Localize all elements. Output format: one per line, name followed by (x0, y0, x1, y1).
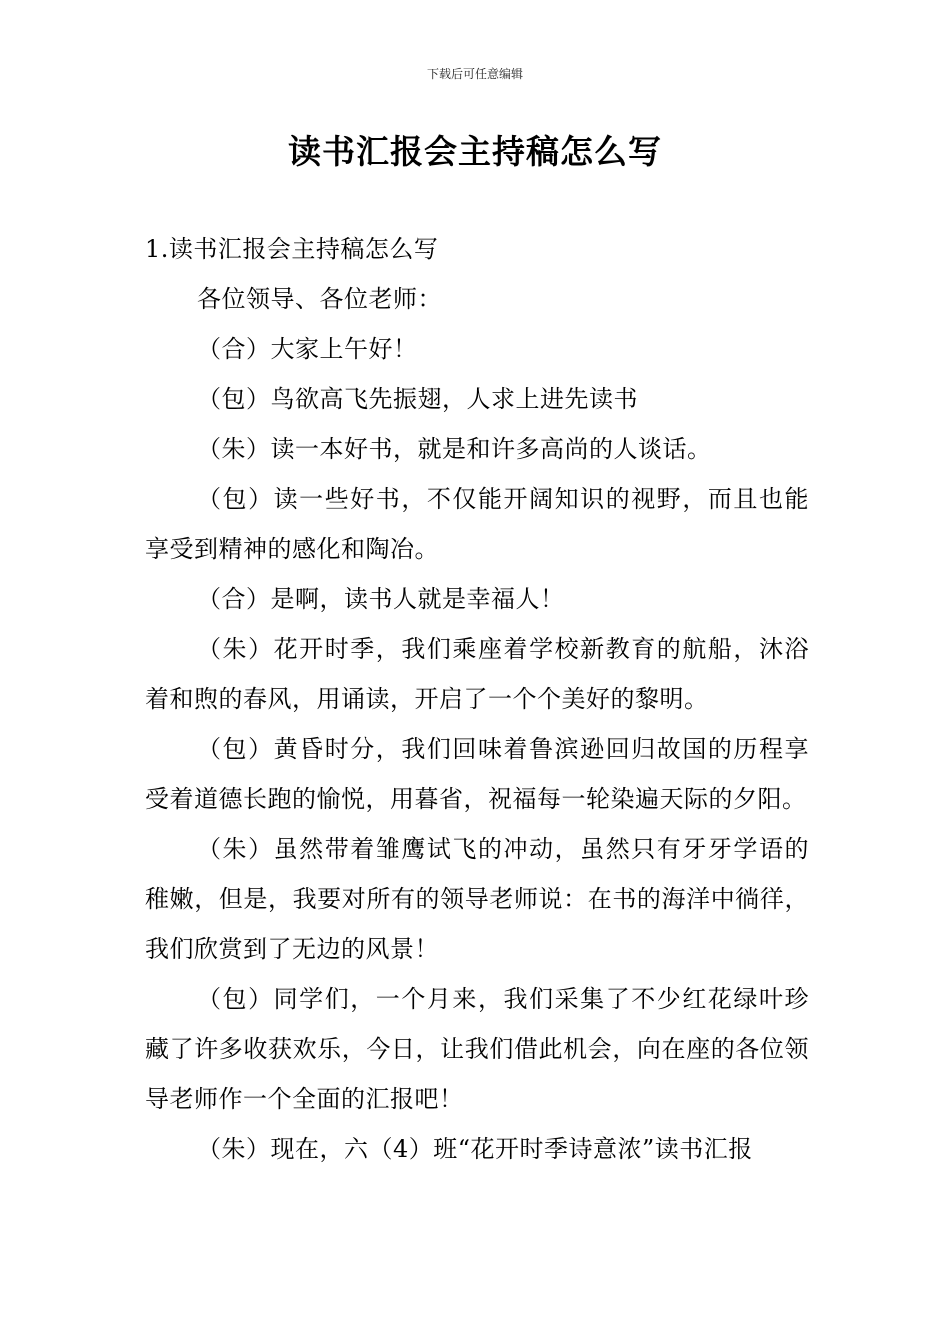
paragraph: （朱）虽然带着雏鹰试飞的冲动，虽然只有牙牙学语的稚嫩，但是，我要对所有的领导老师说：在书的海洋中徜徉，我们欣赏到了无边的风景！ (145, 835, 809, 963)
header-note: 下载后可任意编辑 (426, 67, 523, 81)
paragraph: （包）同学们，一个月来，我们采集了不少红花绿叶珍藏了许多收获欢乐，今日，让我们借此机会，向在座的各位领导老师作一个全面的汇报吧！ (145, 985, 809, 1113)
paragraph: （包）读一些好书，不仅能开阔知识的视野，而且也能享受到精神的感化和陶冶。 (145, 485, 809, 563)
paragraph: （合）大家上午好！ (197, 335, 418, 363)
paragraph: （朱）读一本好书，就是和许多高尚的人谈话。 (197, 435, 712, 463)
section-heading: 1.读书汇报会主持稿怎么写 (145, 235, 439, 263)
document-body (145, 224, 809, 1174)
paragraph-greeting: 各位领导、各位老师： (197, 285, 442, 313)
paragraph: （朱）花开时季，我们乘座着学校新教育的航船，沐浴着和煦的春风，用诵读，开启了一个个美好的黎明。 (145, 635, 809, 713)
paragraph: （朱）现在，六（4）班“花开时季诗意浓”读书汇报 (197, 1135, 753, 1163)
document-title: 读书汇报会主持稿怎么写 (288, 132, 662, 171)
paragraph: （合）是啊，读书人就是幸福人！ (197, 585, 565, 613)
paragraph: （包）鸟欲高飞先振翅，人求上进先读书 (197, 385, 638, 413)
paragraph: （包）黄昏时分，我们回味着鲁滨逊回归故国的历程享受着道德长跑的愉悦，用暮省，祝福每一轮染遍天际的夕阳。 (145, 735, 809, 813)
